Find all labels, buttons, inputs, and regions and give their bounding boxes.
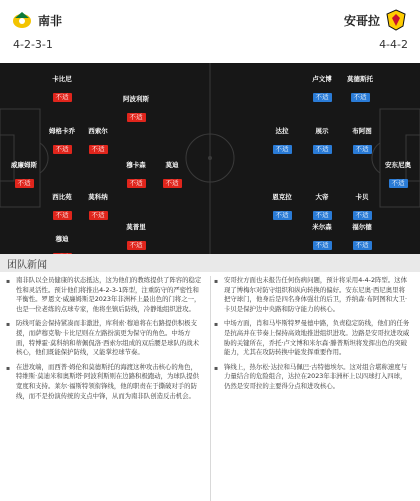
away-player[interactable] [260, 127, 304, 155]
home-player[interactable] [76, 193, 120, 221]
status-badge: 不适 [127, 113, 146, 122]
player-name: 卡贝 [355, 193, 369, 201]
home-team-name: 南非 [38, 13, 63, 28]
away-player[interactable] [376, 161, 420, 189]
bullet-icon: ▪ [6, 278, 11, 285]
status-badge: 不适 [89, 211, 108, 220]
angola-crest-icon [384, 8, 408, 32]
news-text: 安哥拉方面也未报告任何伤病问题，预计将采用4-4-2阵型。这体现了博梅尔对防守组织和纵向转换的偏好。安东尼奥·西尼奥里将把守球门，他身后是四名身体强壮的后卫，乔纳森·布阿图和大卫·卡贝是保护边中央路和防守能力的核心。 [224, 276, 407, 313]
away-formation: 4-4-2 [379, 38, 408, 51]
player-name: 大帝 [315, 193, 329, 201]
column-divider [210, 276, 211, 501]
news-text: 中场方面，肖和马毕斯特罗曼德中路，负责稳定防线，他们的任务是抗高并在节奏上保持高效地推进组织进攻。边路是安哥拉进攻威胁的关键所在，乔托·卢文博和米尔森·滕普斯坦将发挥出色的突破能力，尤其在攻防转换中能发挥重要作用。 [224, 319, 410, 357]
player-name: 恩克拉 [272, 193, 292, 201]
bullet-icon: ▪ [214, 364, 219, 372]
status-badge: 不适 [89, 145, 108, 154]
bullet-icon: ▪ [214, 278, 219, 285]
home-news-column [6, 276, 202, 406]
player-name: 卢文博 [312, 75, 332, 83]
status-badge: 不适 [351, 93, 370, 102]
bullet-icon: ▪ [6, 364, 11, 372]
status-badge: 不适 [273, 211, 292, 220]
status-badge: 不适 [313, 211, 332, 220]
match-header [0, 0, 420, 62]
player-name: 穆迪 [55, 235, 69, 243]
status-badge: 不适 [127, 241, 146, 250]
status-badge: 不适 [389, 179, 408, 188]
home-player[interactable] [114, 223, 158, 251]
status-badge: 不适 [53, 211, 72, 220]
player-name: 安东尼奥 [385, 161, 411, 169]
status-badge: 不适 [127, 179, 146, 188]
home-player[interactable] [76, 127, 120, 155]
status-badge: 不适 [273, 145, 292, 154]
away-player[interactable] [300, 127, 344, 155]
news-paragraph [214, 363, 410, 392]
player-name: 米尔森 [312, 223, 332, 231]
player-name: 威廉姆斯 [11, 161, 37, 169]
away-news-column [214, 276, 410, 397]
player-name: 莫普里 [126, 223, 146, 231]
news-text: 防线可能会保持紧凑而非激进，库利索·穆迪将在右路提供积极支援，而萨穆克勒·卡比尼则在左路扮演更为保守的角色。中场方面，特博霍·莫科纳和蒂佩侃洛·西索尔组成的双后腰是球队的战术核心，他们既能保护防线，又能掌控球节奏。 [16, 319, 199, 357]
player-name: 布阿图 [352, 127, 372, 135]
player-name: 展示 [315, 127, 329, 135]
player-name: 姆格卡乔 [49, 127, 75, 135]
player-name: 西索尔 [88, 127, 108, 135]
bafana-crest-icon [10, 8, 34, 32]
home-player[interactable] [40, 75, 84, 103]
player-name: 莫迪 [165, 161, 179, 169]
away-team-name: 安哥拉 [343, 13, 380, 28]
status-badge: 不适 [353, 145, 372, 154]
status-badge: 不适 [53, 145, 72, 154]
away-player[interactable] [340, 127, 384, 155]
lineup-pitch [0, 63, 420, 254]
bullet-icon: ▪ [6, 321, 11, 329]
away-player[interactable] [300, 193, 344, 221]
player-name: 莫德斯托 [347, 75, 373, 83]
home-team[interactable] [10, 8, 66, 32]
away-player[interactable] [300, 223, 344, 251]
news-paragraph [214, 319, 410, 357]
news-header [0, 254, 420, 272]
team-news [0, 276, 420, 501]
status-badge: 不适 [313, 241, 332, 250]
player-name: 福尔德 [352, 223, 372, 231]
away-player[interactable] [260, 193, 304, 221]
status-badge: 不适 [313, 145, 332, 154]
player-name: 莫科纳 [88, 193, 108, 201]
news-text: 在进攻端，而西普·姆伦和莫德斯托的海渡这种攻击核心的角色，特维斯·莫迪米和奥斯塔·阿波利斯则在边路积极跑动，为球队提供宽度和支持。莱尔·福斯特领衔锋线，他的职责在于撕破对手的防线，而不是扮演传统的支点中锋，从而为南非队创造反击机会。 [16, 362, 199, 400]
player-name: 达拉 [275, 127, 289, 135]
player-name: 穆卡森 [126, 161, 146, 169]
home-player[interactable] [40, 235, 84, 254]
home-formation: 4-2-3-1 [13, 38, 53, 51]
news-title: 团队新闻 [7, 260, 47, 271]
player-name: 阿波利斯 [123, 95, 149, 103]
home-player[interactable] [150, 161, 194, 189]
news-text: 南非队以全员健康的状态抵达，这为他们的教练提供了阵容的稳定性和灵活性。预计他们将推出4-2-3-1阵型，注重防守的严密性和平衡性。罗恩文·威廉姆斯是2023年非洲杯上最出色的门将之一，也是一位老练的点球专家，他将坐镇后防线，冷静地组织进攻。 [16, 276, 202, 313]
status-badge: 不适 [353, 211, 372, 220]
status-badge: 不适 [53, 93, 72, 102]
away-player[interactable] [338, 75, 382, 103]
status-badge: 不适 [313, 93, 332, 102]
news-paragraph [6, 276, 202, 314]
news-paragraph [214, 276, 410, 314]
away-player[interactable] [340, 223, 384, 251]
player-name: 卡比尼 [52, 75, 72, 83]
status-badge: 不适 [15, 179, 34, 188]
away-team[interactable] [340, 8, 408, 32]
news-paragraph [6, 319, 202, 357]
bullet-icon: ▪ [214, 321, 219, 329]
home-player[interactable] [114, 95, 158, 123]
home-player[interactable] [2, 161, 46, 189]
status-badge: 不适 [353, 241, 372, 250]
player-name: 西比苑 [52, 193, 72, 201]
news-text: 锋线上，热尔松·达拉和马佩巴·古特德埃尔。这对组合堪称速度与力量结合的危险组合，达拉在2023年非洲杯上以四球打入四球，仍然是安哥拉的主要得分点和进攻核心。 [224, 362, 407, 390]
away-player[interactable] [340, 193, 384, 221]
news-paragraph [6, 363, 202, 401]
status-badge: 不适 [163, 179, 182, 188]
